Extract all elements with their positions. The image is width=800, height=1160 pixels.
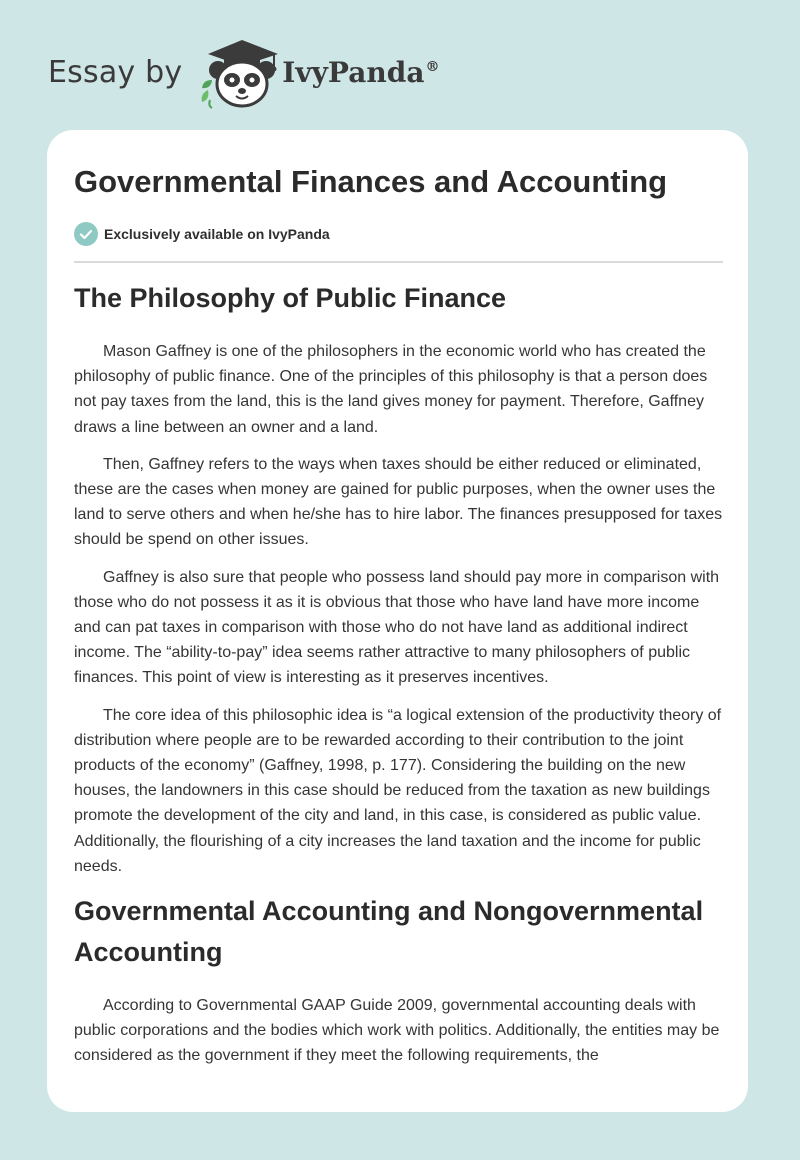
essay-content [74, 278, 723, 1069]
paragraph: The core idea of this philosophic idea is “a logical extension of the productivity theory of distribution where people are to be rewarded according to their contribution to the joint products of the economy” (Gaffney, 1998, p. 177). Considering the building on the new houses, the landowners in this case should be reduced from the taxation as new buildings promote the development of the city and land, in this case, is considered as public value. Additionally, the flourishing of a city increases the land taxation and the income for public needs. [74, 706, 722, 875]
exclusive-badge [74, 222, 330, 246]
ivypanda-logo-icon[interactable] [194, 34, 290, 110]
paragraph: Gaffney is also sure that people who possess land should pay more in comparison with those who do not possess it as it is obvious that those who have land have more income and can pat taxes in comparison with those who do not have land as additional indirect income. The “ability-to-pay” idea seems rather attractive to many philosophers of public finances. This point of view is interesting as it preserves incentives. [74, 568, 720, 687]
divider [74, 261, 723, 263]
brand-name: IvyPanda® [282, 55, 440, 89]
essay-card [47, 130, 748, 1112]
site-header [48, 34, 439, 110]
registered-mark: ® [425, 59, 440, 76]
check-circle-icon [74, 222, 98, 246]
paragraph: According to Governmental GAAP Guide 2009, governmental accounting deals with public corporations and the bodies which work with politics. Additionally, the entities may be considered as the government if they meet the following requirements, the [74, 997, 720, 1065]
section-heading: The Philosophy of Public Finance [74, 283, 507, 313]
badge-text: Exclusively available on IvyPanda [104, 226, 330, 242]
page-title: Governmental Finances and Accounting [74, 164, 668, 199]
paragraph: Mason Gaffney is one of the philosophers in the economic world who has created the philosophy of public finance. One of the principles of this philosophy is that a person does not pay taxes from the land, this is the land gives money for payment. Therefore, Gaffney draws a line between an owner and a land. [74, 343, 708, 436]
paragraph: Then, Gaffney refers to the ways when taxes should be either reduced or eliminated, these are the cases when money are gained for public purposes, when the owner uses the land to serve others and when he/she has to hire labor. The finances presupposed for taxes should be spend on other issues. [74, 455, 723, 549]
essay-by-label: Essay by [48, 54, 183, 90]
section-heading: Governmental Accounting and Nongovernmental Accounting [74, 896, 704, 968]
